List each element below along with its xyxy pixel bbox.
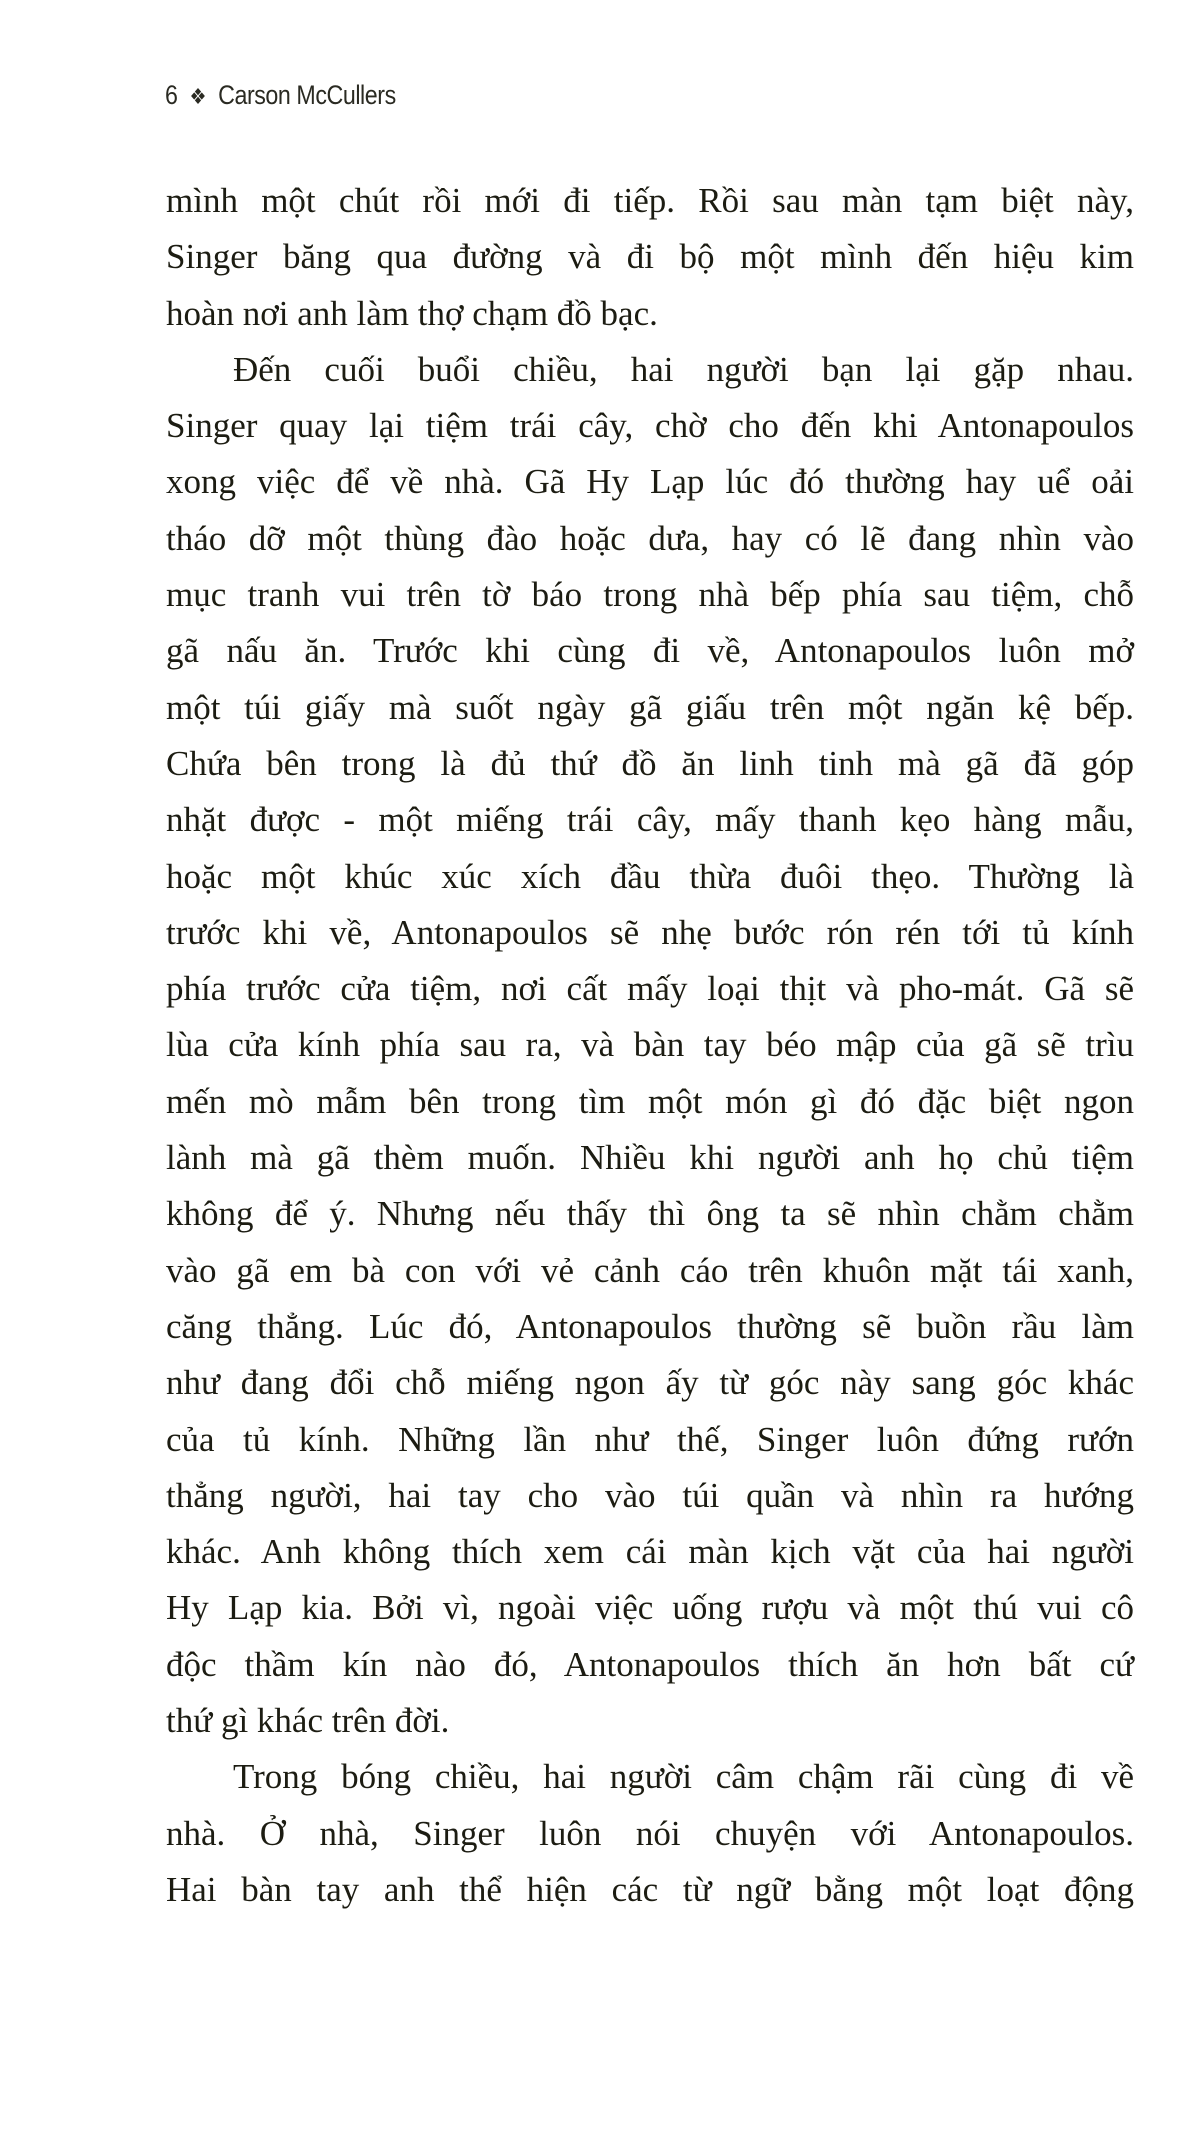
text-line: Trong bóng chiều, hai người câm chậm rãi cùng đi về bbox=[233, 1757, 1134, 1797]
paragraph bbox=[166, 342, 1134, 1749]
text-line: vào gã em bà con với vẻ cảnh cáo trên khuôn mặt tái xanh, bbox=[166, 1250, 1134, 1290]
page-number: 6 bbox=[165, 80, 178, 110]
text-line: thứ gì khác trên đời. bbox=[166, 1701, 450, 1741]
text-line: mến mò mẫm bên trong tìm một món gì đó đặc biệt ngon bbox=[166, 1081, 1134, 1121]
running-header bbox=[165, 80, 408, 111]
text-line: trước khi về, Antonapoulos sẽ nhẹ bước rón rén tới tủ kính bbox=[166, 912, 1134, 952]
text-line: thẳng người, hai tay cho vào túi quần và nhìn ra hướng bbox=[166, 1475, 1134, 1515]
text-line: gã nấu ăn. Trước khi cùng đi về, Antonapoulos luôn mở bbox=[166, 631, 1134, 671]
text-line: xong việc để về nhà. Gã Hy Lạp lúc đó thường hay uể oải bbox=[166, 462, 1134, 502]
text-line: nhặt được - một miếng trái cây, mấy thanh kẹo hàng mẫu, bbox=[166, 800, 1134, 840]
text-line: khác. Anh không thích xem cái màn kịch vặt của hai người bbox=[166, 1532, 1134, 1572]
text-line: căng thẳng. Lúc đó, Antonapoulos thường sẽ buồn rầu làm bbox=[166, 1306, 1134, 1346]
text-line: Singer quay lại tiệm trái cây, chờ cho đến khi Antonapoulos bbox=[166, 406, 1134, 446]
text-line: tháo dỡ một thùng đào hoặc dưa, hay có lẽ đang nhìn vào bbox=[166, 518, 1134, 558]
text-line: hoặc một khúc xúc xích đầu thừa đuôi thẹo. Thường là bbox=[166, 856, 1134, 896]
text-line: Singer băng qua đường và đi bộ một mình đến hiệu kim bbox=[166, 237, 1134, 277]
text-line: một túi giấy mà suốt ngày gã giấu trên một ngăn kệ bếp. bbox=[166, 687, 1134, 727]
text-line: nhà. Ở nhà, Singer luôn nói chuyện với Antonapoulos. bbox=[166, 1813, 1134, 1853]
body-text bbox=[166, 173, 1134, 1918]
text-line: hoàn nơi anh làm thợ chạm đồ bạc. bbox=[166, 293, 658, 333]
text-line: mục tranh vui trên tờ báo trong nhà bếp phía sau tiệm, chỗ bbox=[166, 575, 1134, 615]
text-line: phía trước cửa tiệm, nơi cất mấy loại thịt và pho-mát. Gã sẽ bbox=[166, 969, 1134, 1009]
text-line: lành mà gã thèm muốn. Nhiều khi người anh họ chủ tiệm bbox=[166, 1138, 1134, 1178]
ornament-icon: ❖ bbox=[189, 84, 207, 109]
text-line: Đến cuối buổi chiều, hai người bạn lại gặp nhau. bbox=[233, 349, 1134, 389]
author-name: Carson McCullers bbox=[218, 80, 396, 110]
text-line: không để ý. Nhưng nếu thấy thì ông ta sẽ nhìn chằm chằm bbox=[166, 1194, 1134, 1234]
text-line: lùa cửa kính phía sau ra, và bàn tay béo mập của gã sẽ trìu bbox=[166, 1025, 1134, 1065]
text-line: độc thầm kín nào đó, Antonapoulos thích ăn hơn bất cứ bbox=[166, 1644, 1134, 1684]
text-line: như đang đổi chỗ miếng ngon ấy từ góc này sang góc khác bbox=[166, 1363, 1134, 1403]
text-line: Hy Lạp kia. Bởi vì, ngoài việc uống rượu và một thú vui cô bbox=[166, 1588, 1134, 1628]
text-line: mình một chút rồi mới đi tiếp. Rồi sau màn tạm biệt này, bbox=[166, 181, 1134, 220]
text-line: của tủ kính. Những lần như thế, Singer luôn đứng rướn bbox=[166, 1419, 1134, 1459]
text-line: Hai bàn tay anh thể hiện các từ ngữ bằng một loạt động bbox=[166, 1869, 1134, 1909]
paragraph bbox=[166, 1749, 1134, 1918]
text-line: Chứa bên trong là đủ thứ đồ ăn linh tinh mà gã đã góp bbox=[166, 743, 1134, 783]
paragraph bbox=[166, 173, 1134, 342]
